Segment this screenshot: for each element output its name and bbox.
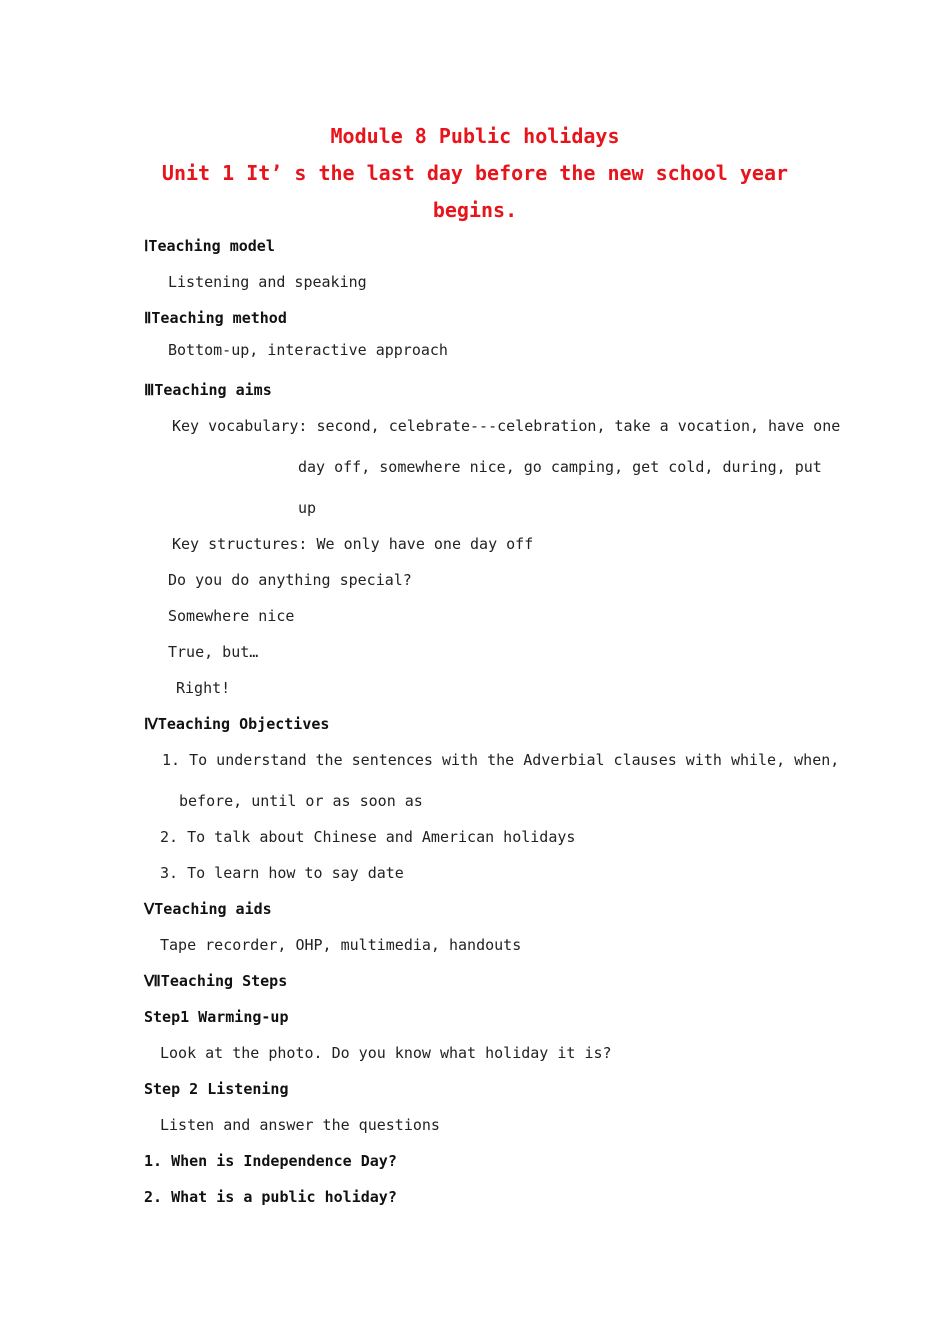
document-subtitle-line-2: begins. [432,198,518,222]
document-subtitle-line-1: Unit 1 It’ s the last day before the new school year [161,161,789,185]
section-teaching-model-body: Listening and speaking [168,273,367,291]
section-teaching-model-heading: ⅠTeaching model [144,237,275,255]
key-vocabulary-line-2: day off, somewhere nice, go camping, get cold, during, put [298,458,822,476]
question-2: 2. What is a public holiday? [144,1188,397,1206]
step-1-body: Look at the photo. Do you know what holiday it is? [160,1044,612,1062]
key-structures-line-5: Right! [176,679,231,697]
section-teaching-aids-body: Tape recorder, OHP, multimedia, handouts [160,936,522,954]
document-title: Module 8 Public holidays [330,124,620,148]
key-structures-line-1: Key structures: We only have one day off [172,535,534,553]
key-vocabulary-line-1: Key vocabulary: second, celebrate---celebration, take a vocation, have one [172,417,841,435]
key-vocabulary-line-3: up [298,499,317,517]
section-teaching-objectives-heading: ⅣTeaching Objectives [144,715,330,733]
objective-2: 2. To talk about Chinese and American holidays [160,828,576,846]
section-teaching-aids-heading: ⅤTeaching aids [144,900,272,918]
step-2-body: Listen and answer the questions [160,1116,440,1134]
section-teaching-aims-heading: ⅢTeaching aims [144,381,272,399]
step-2-heading: Step 2 Listening [144,1080,289,1098]
section-teaching-steps-heading: ⅦTeaching Steps [144,972,288,990]
section-teaching-method-body: Bottom-up, interactive approach [168,341,448,359]
objective-3: 3. To learn how to say date [160,864,404,882]
key-structures-line-4: True, but… [168,643,259,661]
step-1-heading: Step1 Warming-up [144,1008,289,1026]
objective-1-line-1: 1. To understand the sentences with the Adverbial clauses with while, when, [162,751,840,769]
question-1: 1. When is Independence Day? [144,1152,397,1170]
section-teaching-method-heading: ⅡTeaching method [144,309,287,327]
key-structures-line-3: Somewhere nice [168,607,295,625]
objective-1-line-2: before, until or as soon as [179,792,423,810]
key-structures-line-2: Do you do anything special? [168,571,412,589]
